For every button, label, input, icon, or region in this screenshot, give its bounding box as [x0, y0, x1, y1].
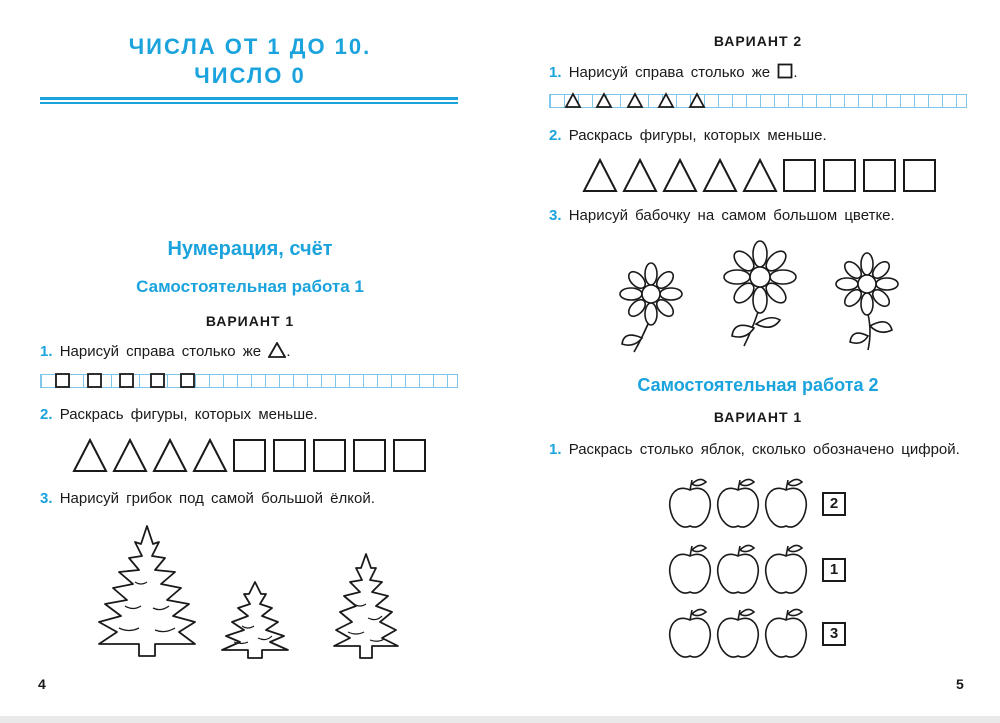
- title-underline: [40, 97, 458, 100]
- apple-icon[interactable]: [766, 479, 807, 527]
- triangle-shape[interactable]: [664, 160, 696, 191]
- task-text: Раскрась фигуры, которых меньше.: [59, 406, 318, 423]
- chapter-title-line1: ЧИСЛА ОТ 1 ДО 10.: [128, 34, 372, 59]
- square-shape: [151, 374, 164, 387]
- apple-row: [666, 606, 816, 662]
- sample-squares: [40, 371, 210, 391]
- task-1: 1. Нарисуй справа столько же .: [549, 64, 798, 81]
- sample-triangles: [549, 91, 719, 111]
- task-text: Нарисуй справа столько же: [568, 64, 771, 81]
- task-number: 2.: [549, 127, 562, 144]
- square-shape[interactable]: [784, 160, 815, 191]
- task-1: 1. Нарисуй справа столько же .: [40, 343, 291, 360]
- apple-icon[interactable]: [670, 479, 711, 527]
- square-shape: [181, 374, 194, 387]
- task-number: 1.: [549, 441, 562, 458]
- triangle-shape[interactable]: [704, 160, 736, 191]
- apple-icon[interactable]: [670, 609, 711, 657]
- triangle-shape: [659, 94, 673, 107]
- fir-tree-large[interactable]: [95, 522, 200, 660]
- task-text: Раскрась фигуры, которых меньше.: [568, 127, 827, 144]
- apple-row: [666, 476, 816, 532]
- apple-task: [549, 440, 969, 459]
- square-shape[interactable]: [904, 160, 935, 191]
- shapes-row: [582, 158, 942, 194]
- square-shape: [56, 374, 69, 387]
- flower-large[interactable]: [718, 240, 802, 350]
- chapter-title: [40, 32, 460, 90]
- square-shape[interactable]: [314, 440, 345, 471]
- square-shape: [120, 374, 133, 387]
- page-number: 4: [38, 676, 46, 692]
- triangle-shape: [628, 94, 642, 107]
- square-icon: [777, 63, 793, 79]
- triangle-shape[interactable]: [744, 160, 776, 191]
- flower-medium[interactable]: [828, 252, 906, 352]
- task-3: [40, 490, 375, 507]
- number-box: 1: [822, 558, 846, 582]
- task-number: 2.: [40, 406, 53, 423]
- triangle-shape[interactable]: [114, 440, 146, 471]
- fir-tree-medium[interactable]: [330, 552, 402, 660]
- shapes-row: [72, 438, 432, 474]
- apple-icon[interactable]: [766, 545, 807, 593]
- task-text: Раскрась столько яблок, сколько обозначено цифрой.: [568, 441, 960, 458]
- variant-label-2: ВАРИАНТ 1: [713, 409, 803, 425]
- chapter-title-line2: ЧИСЛО 0: [194, 63, 306, 88]
- square-shape[interactable]: [394, 440, 425, 471]
- number-box: 2: [822, 492, 846, 516]
- task-2: [549, 127, 827, 144]
- task-number: 3.: [549, 207, 562, 224]
- page-bottom-edge: [0, 716, 1000, 723]
- square-shape: [88, 374, 101, 387]
- work-2-title: Самостоятельная работа 2: [637, 375, 879, 395]
- triangle-shape[interactable]: [154, 440, 186, 471]
- apple-icon[interactable]: [766, 609, 807, 657]
- apple-icon[interactable]: [718, 545, 759, 593]
- task-text: Нарисуй справа столько же: [59, 343, 262, 360]
- square-shape[interactable]: [354, 440, 385, 471]
- apple-row: [666, 542, 816, 598]
- task-2: [40, 406, 318, 423]
- variant-label: ВАРИАНТ 1: [205, 313, 295, 329]
- work-title: Самостоятельная работа 1: [136, 277, 364, 296]
- task-text: Нарисуй бабочку на самом большом цветке.: [568, 207, 895, 224]
- number-box: 3: [822, 622, 846, 646]
- task-text: Нарисуй грибок под самой большой ёлкой.: [59, 490, 375, 507]
- triangle-shape[interactable]: [74, 440, 106, 471]
- square-shape[interactable]: [864, 160, 895, 191]
- triangle-shape: [597, 94, 611, 107]
- triangle-shape[interactable]: [194, 440, 226, 471]
- variant-label: ВАРИАНТ 2: [713, 33, 803, 49]
- apple-rows: [666, 476, 856, 666]
- apple-icon[interactable]: [670, 545, 711, 593]
- task-number: 3.: [40, 490, 53, 507]
- apple-icon[interactable]: [718, 479, 759, 527]
- triangle-icon: [268, 342, 286, 358]
- triangle-shape[interactable]: [624, 160, 656, 191]
- section-title: Нумерация, счёт: [167, 238, 333, 260]
- triangle-shape[interactable]: [584, 160, 616, 191]
- page-number: 5: [956, 676, 964, 692]
- task-number: 1.: [40, 343, 53, 360]
- right-page: [500, 0, 1000, 723]
- flower-small[interactable]: [612, 262, 690, 354]
- square-shape[interactable]: [824, 160, 855, 191]
- title-underline-thin: [40, 102, 458, 104]
- square-shape[interactable]: [234, 440, 265, 471]
- triangle-shape: [690, 94, 704, 107]
- triangle-shape: [566, 94, 580, 107]
- task-number: 1.: [549, 64, 562, 81]
- square-shape[interactable]: [274, 440, 305, 471]
- apple-icon[interactable]: [718, 609, 759, 657]
- task-3: [549, 207, 895, 224]
- fir-tree-small[interactable]: [218, 580, 292, 660]
